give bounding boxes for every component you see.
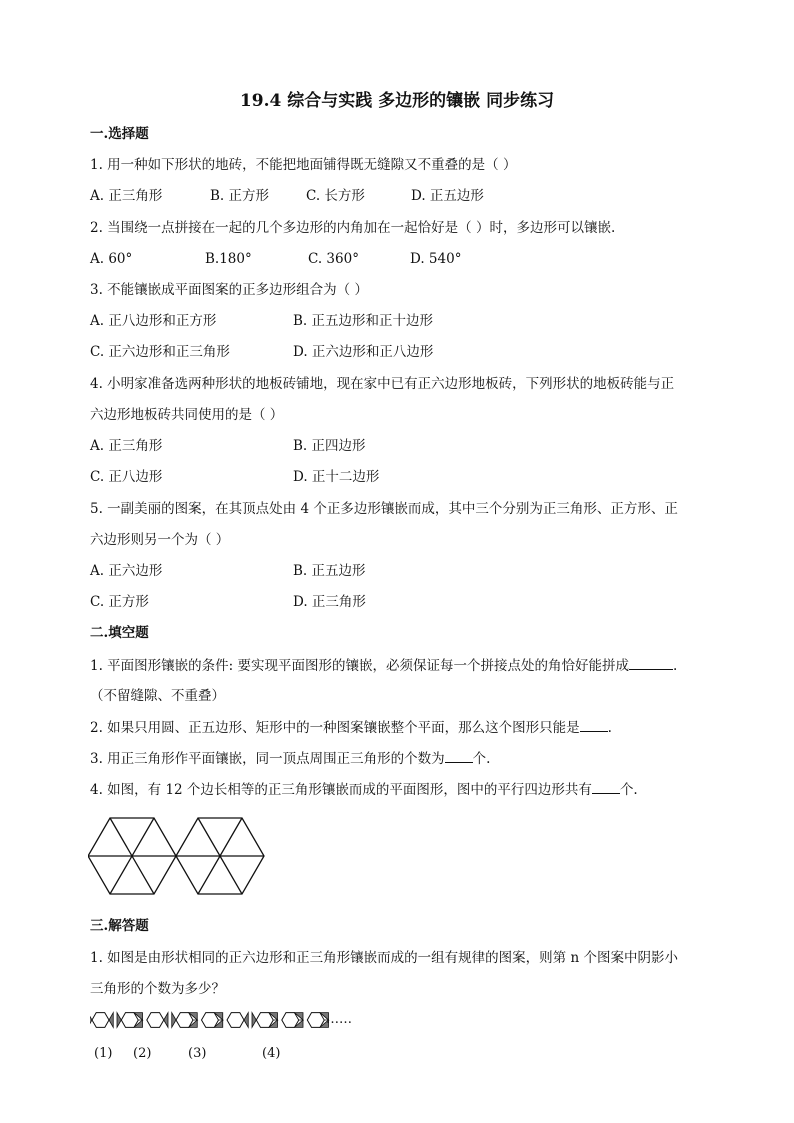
fill-question-4 — [90, 779, 638, 800]
fill-question-1-line1 — [90, 655, 677, 676]
q5-option-b: B. 正五边形 — [293, 563, 366, 579]
pattern-label-4: (4) — [262, 1046, 281, 1061]
shaded-triangle — [109, 1013, 113, 1028]
fill-q1-blank[interactable] — [629, 655, 673, 670]
q4-option-b: B. 正四边形 — [293, 438, 366, 454]
shaded-triangle — [90, 1013, 92, 1028]
fill-q3-text: 3. 用正三角形作平面镶嵌，同一顶点周围正三角形的个数为 — [90, 751, 445, 767]
pattern-label-3: (3) — [188, 1046, 207, 1061]
fill-question-1-line2: （不留缝隙、不重叠） — [90, 688, 225, 704]
question-2-stem: 2. 当围绕一点拼接在一起的几个多边形的内角加在一起恰好是（ ）时，多边形可以镶嵌. — [90, 220, 616, 236]
section-heading-choice: 一.选择题 — [90, 126, 149, 142]
q3-option-b: B. 正五边形和正十边形 — [293, 313, 434, 329]
pattern-hexagon — [227, 1013, 244, 1028]
fill-q3-blank[interactable] — [445, 748, 473, 763]
q5-option-c: C. 正方形 — [90, 594, 149, 610]
page-title: 19.4 综合与实践 多边形的镶嵌 同步练习 — [239, 91, 555, 111]
q1-option-c: C. 长方形 — [306, 188, 365, 204]
pattern-3 — [172, 1013, 249, 1028]
fill-q2-blank[interactable] — [580, 717, 608, 732]
q2-option-b: B.180° — [205, 251, 252, 267]
q4-option-d: D. 正十二边形 — [293, 469, 380, 485]
pattern-hexagon — [92, 1013, 109, 1028]
answer-question-1-line2: 三角形的个数为多少？ — [90, 981, 225, 997]
q1-option-a: A. 正三角形 — [90, 188, 163, 204]
q3-option-c: C. 正六边形和正三角形 — [90, 344, 230, 360]
question-1-stem: 1. 用一种如下形状的地砖，不能把地面铺得既无缝隙又不重叠的是（ ） — [90, 157, 517, 173]
question-4-stem-line1: 4. 小明家准备选两种形状的地板砖铺地，现在家中已有正六边形地板砖，下列形状的地板砖能与正 — [90, 376, 675, 392]
q3-option-d: D. 正六边形和正八边形 — [293, 344, 434, 360]
question-4-stem-line2: 六边形地板砖共同使用的是（ ） — [90, 407, 284, 423]
q5-option-a: A. 正六边形 — [90, 563, 163, 579]
fill-q1-end: . — [673, 658, 678, 674]
pattern-label-2: (2) — [133, 1046, 152, 1061]
fill-q1-text: 1. 平面图形镶嵌的条件: 要实现平面图形的镶嵌，必须保证每一个拼接点处的角恰好能拼成 — [90, 658, 630, 674]
hexagon-pattern-sequence — [90, 1002, 330, 1038]
q4-option-c: C. 正八边形 — [90, 469, 163, 485]
q2-option-a: A. 60° — [90, 251, 133, 267]
q2-option-d: D. 540° — [410, 251, 462, 267]
pattern-2 — [117, 1013, 168, 1028]
question-5-stem-line1: 5. 一副美丽的图案，在其顶点处由 4 个正多边形镶嵌而成，其中三个分别为正三角形、正方形、正 — [90, 501, 678, 517]
pattern-hexagon — [147, 1013, 164, 1028]
fill-q3-end: 个. — [472, 751, 491, 767]
fill-q2-text: 2. 如果只用圆、正五边形、矩形中的一种图案镶嵌整个平面，那么这个图形只能是 — [90, 720, 580, 736]
shaded-triangle — [252, 1013, 256, 1028]
section-heading-fill: 二.填空题 — [90, 625, 149, 641]
q1-option-b: B. 正方形 — [210, 188, 270, 204]
fill-q4-end: 个. — [619, 782, 638, 798]
fill-q4-blank[interactable] — [592, 779, 620, 794]
q1-option-d: D. 正五边形 — [411, 188, 484, 204]
fill-question-2 — [90, 717, 612, 738]
shaded-triangle — [164, 1013, 168, 1028]
pattern-label-1: (1) — [94, 1046, 113, 1061]
answer-question-1-line1: 1. 如图是由形状相同的正六边形和正三角形镶嵌而成的一组有规律的图案，则第 n 个图案中阴影小 — [90, 950, 678, 966]
pattern-1 — [90, 1013, 113, 1028]
question-3-stem: 3. 不能镶嵌成平面图案的正多边形组合为（ ） — [90, 282, 368, 298]
triangle-tessellation-figure — [88, 810, 268, 902]
shaded-triangle — [244, 1013, 248, 1028]
q4-option-a: A. 正三角形 — [90, 438, 163, 454]
section-heading-answer: 三.解答题 — [90, 918, 149, 934]
pattern-ellipsis: …… — [326, 1012, 352, 1027]
pattern-4 — [252, 1013, 330, 1028]
shaded-triangle — [172, 1013, 176, 1028]
fill-q2-end: . — [607, 720, 612, 736]
q5-option-d: D. 正三角形 — [293, 594, 366, 610]
q2-option-c: C. 360° — [308, 251, 359, 267]
q3-option-a: A. 正八边形和正方形 — [90, 313, 217, 329]
fill-q4-text: 4. 如图，有 12 个边长相等的正三角形镶嵌而成的平面图形，图中的平行四边形共有 — [90, 782, 592, 798]
fill-question-3 — [90, 748, 490, 769]
question-5-stem-line2: 六边形则另一个为（ ） — [90, 532, 230, 548]
shaded-triangle — [117, 1013, 121, 1028]
